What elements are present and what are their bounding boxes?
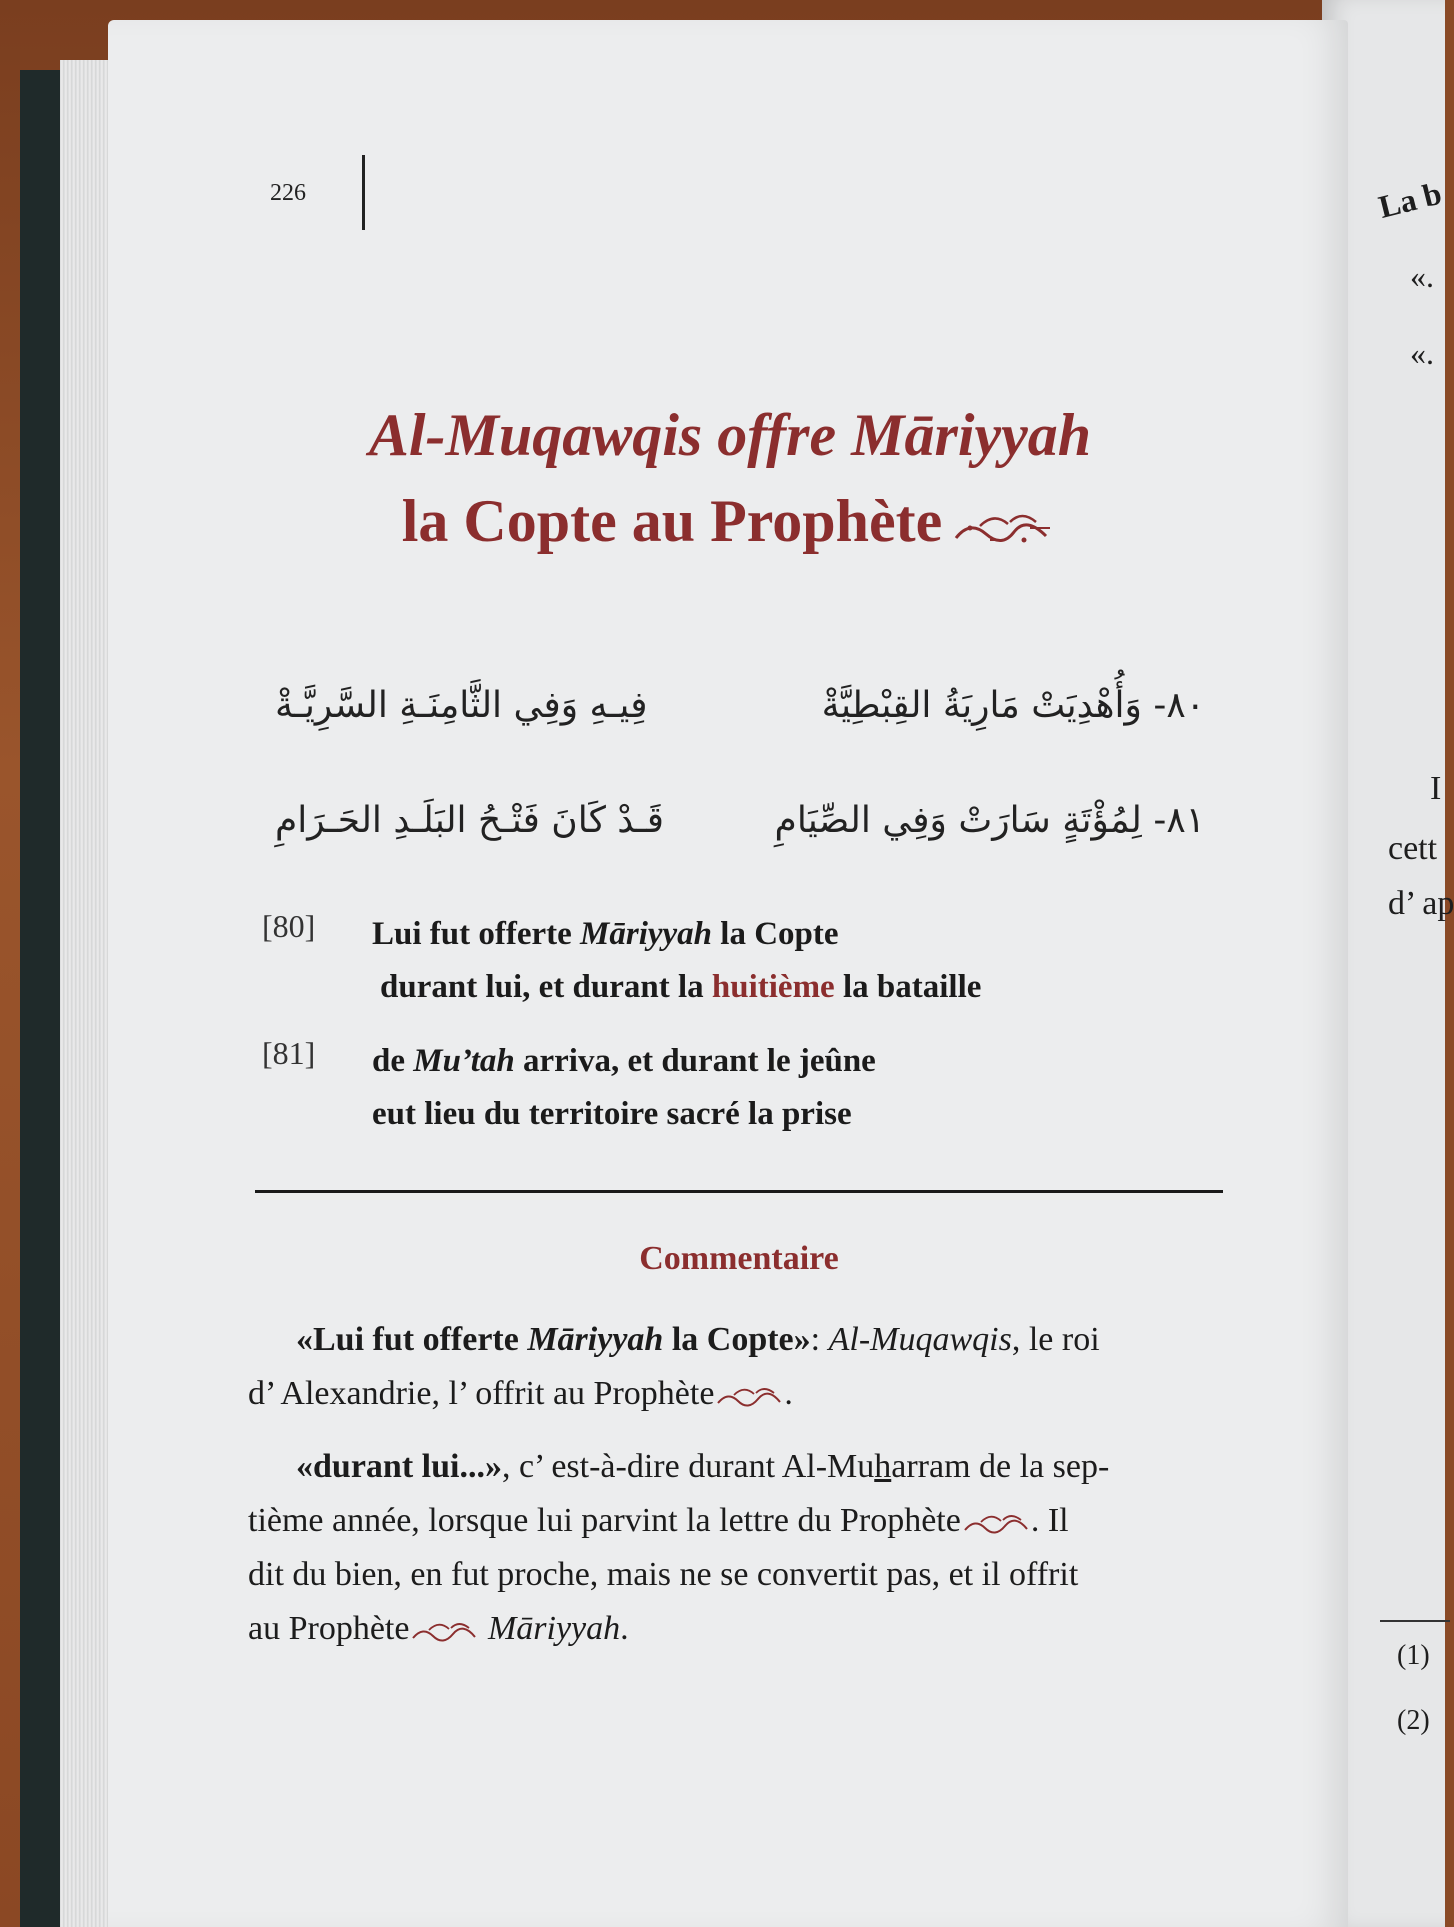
commentary-paragraph-1	[248, 1313, 1226, 1421]
facing-page-quote-1: «.	[1410, 258, 1434, 294]
text: tième année, lorsque lui parvint la lettre du Prophète	[248, 1502, 961, 1539]
arabic-verse-81-second: قَـدْ كَانَ فَتْـحُ البَلَـدِ الحَـرَامِ	[275, 800, 664, 841]
text-italic: Māriyyah	[580, 916, 713, 952]
chapter-title	[260, 392, 1200, 564]
text: arram de la sep-	[891, 1448, 1110, 1485]
header-rule	[362, 155, 365, 230]
salawat-calligraphy-icon	[950, 508, 1058, 546]
salawat-calligraphy-icon	[961, 1510, 1031, 1536]
text: , c’ est-à-dire durant Al-Mu	[501, 1448, 875, 1485]
text-underlined: h	[874, 1448, 892, 1485]
text: .	[784, 1375, 793, 1412]
arabic-verse-80	[275, 685, 1205, 745]
text-italic: Mu’tah	[413, 1043, 515, 1079]
facing-page-footnote-2: (2)	[1397, 1705, 1430, 1736]
paragraph-line	[248, 1494, 1226, 1548]
text: durant lui, et durant la	[380, 969, 712, 1005]
commentary-paragraph-2	[248, 1440, 1226, 1656]
text-italic: Al-Muqawqis	[828, 1321, 1012, 1358]
salawat-calligraphy-icon	[714, 1383, 784, 1409]
text: , le roi	[1011, 1321, 1100, 1358]
facing-page-header: La b	[1375, 174, 1445, 225]
text: :	[810, 1321, 829, 1358]
commentary-heading: Commentaire	[639, 1240, 839, 1277]
paragraph-line: dit du bien, en fut proche, mais ne se convertit pas, et il offrit	[248, 1556, 1079, 1593]
text: arriva, et durant le jeûne	[514, 1043, 876, 1079]
verse-text	[372, 1035, 876, 1141]
chapter-title-text-2: la Copte au Prophète	[401, 488, 943, 554]
verse-80-line-1	[372, 908, 981, 961]
section-separator	[255, 1190, 1223, 1193]
facing-page-quote-2: «.	[1410, 335, 1434, 371]
facing-page-letter: I	[1430, 770, 1442, 807]
arabic-verse-81	[275, 800, 1205, 860]
text: .	[620, 1610, 629, 1647]
chapter-title-line-1	[260, 392, 1200, 478]
text: la bataille	[834, 969, 982, 1005]
text: au Prophète	[248, 1610, 410, 1647]
text: d’ Alexandrie, l’ offrit au Prophète	[248, 1375, 715, 1412]
page-number: 226	[270, 180, 306, 206]
paragraph-line	[248, 1367, 1226, 1421]
text: . Il	[1030, 1502, 1069, 1539]
text-bold: «durant lui...»	[296, 1448, 502, 1485]
paragraph-line	[248, 1440, 1226, 1494]
salawat-calligraphy-icon	[409, 1618, 479, 1644]
verse-80-line-2	[372, 961, 981, 1014]
text-italic: Māriyyah	[487, 1610, 621, 1647]
verse-number: [81]	[262, 1035, 316, 1071]
text: de	[372, 1043, 414, 1079]
chapter-title-text-1: Al-Muqawqis offre Māriyyah	[368, 402, 1092, 468]
arabic-verse-80-first: ٨٠- وَأُهْدِيَتْ مَارِيَةُ القِبْطِيَّةْ	[821, 685, 1205, 726]
text: «Lui fut offerte	[296, 1321, 528, 1358]
verse-text	[372, 908, 981, 1014]
highlighted-word: huitième	[711, 969, 835, 1005]
verse-81-line-2: eut lieu du territoire sacré la prise	[372, 1096, 852, 1132]
text-italic: Māriyyah	[527, 1321, 664, 1358]
chapter-title-line-2	[260, 478, 1200, 564]
arabic-verse-80-second: فِيـهِ وَفِي الثَّامِنَـةِ السَّرِيَّـةْ	[275, 685, 648, 726]
verse-number: [80]	[262, 908, 316, 944]
facing-page-footnote-1: (1)	[1397, 1640, 1430, 1671]
arabic-verse-81-first: ٨١- لِمُؤْتَةٍ سَارَتْ وَفِي الصِّيَامِ	[774, 800, 1205, 841]
text: Lui fut offerte	[372, 916, 581, 952]
facing-page-word-2: d’ ap	[1388, 885, 1454, 922]
facing-page-footnote-rule	[1380, 1620, 1450, 1622]
text: la Copte	[712, 916, 839, 952]
paragraph-line	[248, 1602, 1226, 1656]
paragraph-line	[248, 1313, 1226, 1367]
facing-page-word-1: cett	[1388, 830, 1438, 867]
verse-81-line-1	[372, 1035, 876, 1088]
text: la Copte»	[663, 1321, 811, 1358]
